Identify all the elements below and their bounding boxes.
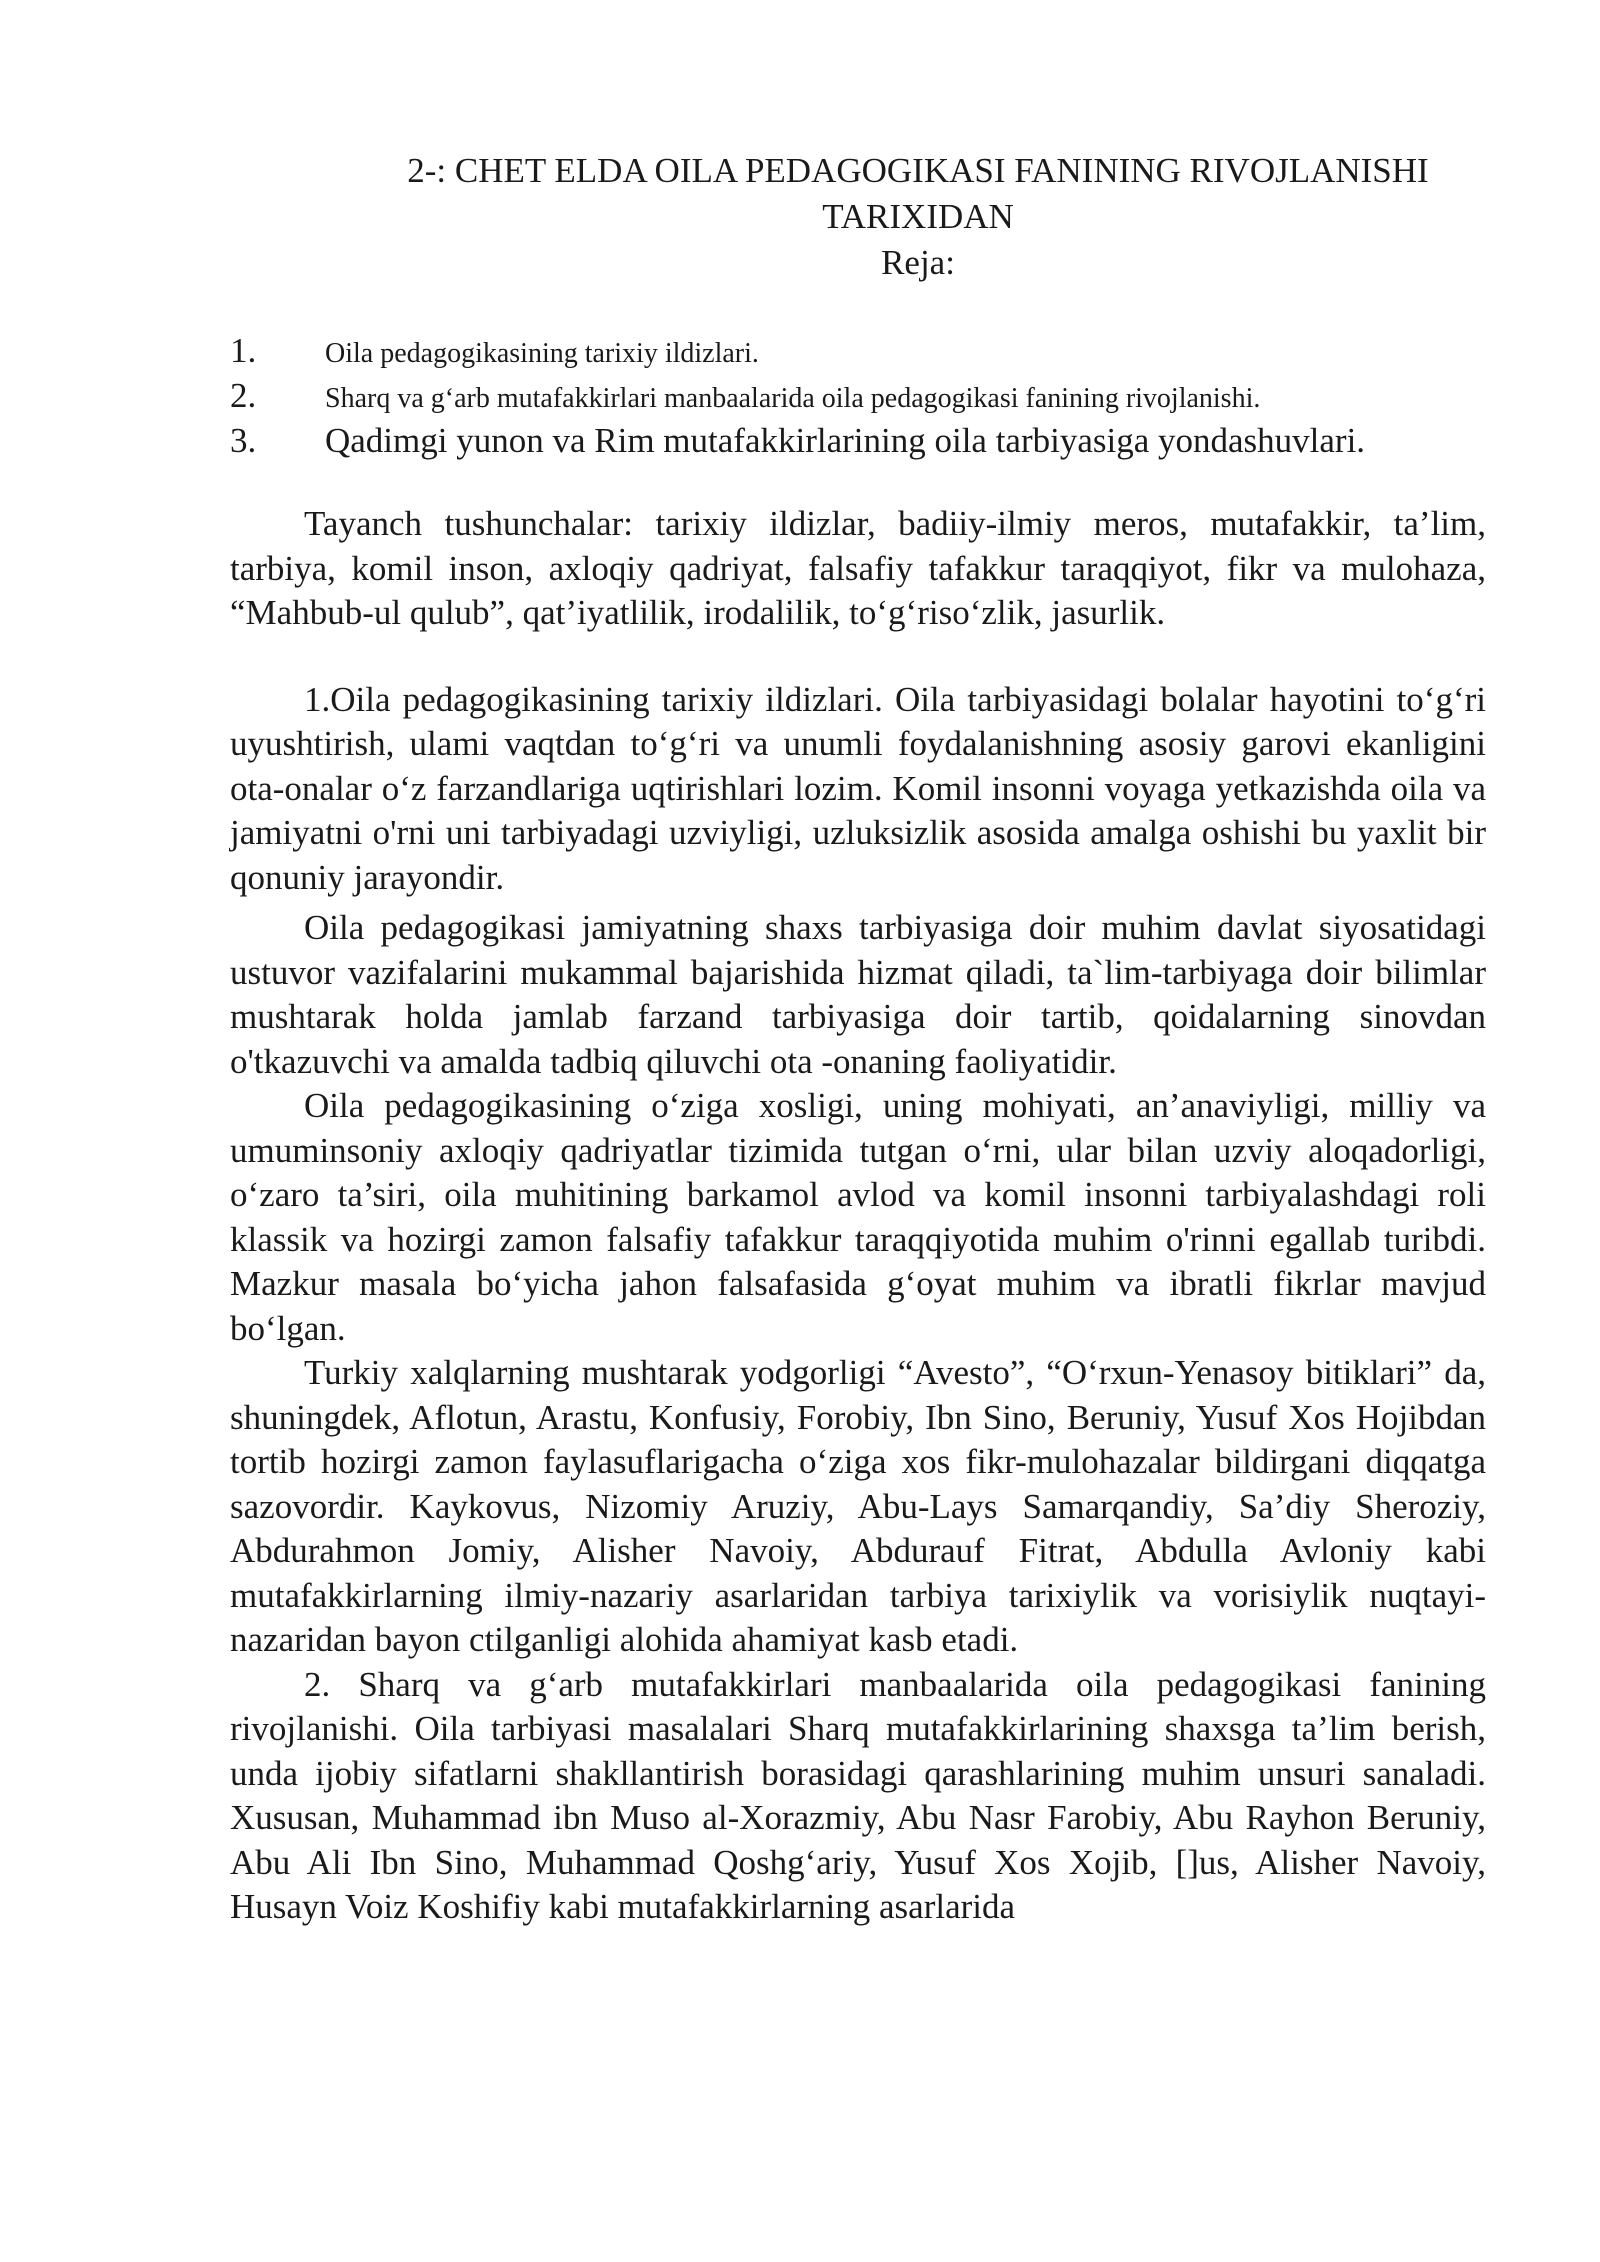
body-paragraph: Turkiy xalqlarning mushtarak yodgorligi “Avesto”, “O‘rxun-Yenasoy bitiklari” da, shuningdek, Aflotun, Arastu, Konfusiy, Forobiy, Ibn Sino, Beruniy, Yusuf Xos Hojibdan tortib hozirgi zamon faylasuflarigacha o‘ziga xos fikr-mulohazalar bildirgani diqqatga sazovordir. Kaykovus, Nizomiy Aruziy, Abu-Lays Samarqandiy, Sa’diy Sheroziy, Abdurahmon Jomiy, Alisher Navoiy, Abdurauf Fitrat, Abdulla Avloniy kabi mutafakkirlarning ilmiy-nazariy asarlaridan tarbiya tarixiylik va vorisiylik nuqtayi-nazaridan bayon ctilganligi alohida ahamiyat kasb etadi. — [230, 1353, 1486, 1659]
document-page — [230, 148, 1486, 1930]
plan-item-number: 3. — [230, 421, 257, 460]
body-paragraph: Oila pedagogikasi jamiyatning shaxs tarbiyasiga doir muhim davlat siyosatidagi ustuvor vazifalarini mukammal bajarishida hizmat qiladi, ta`lim-tarbiyaga doir bilimlar mushtarak holda jamlab farzand tarbiyasiga doir tartib, qoidalarning sinovdan o'tkazuvchi va amalda tadbiq qiluvchi ota -onaning faoliyatidir. — [230, 908, 1486, 1081]
body-paragraph: 1.Oila pedagogikasining tarixiy ildizlari. Oila tarbiyasidagi bolalar hayotini to‘g‘ri uyushtirish, ulami vaqtdan to‘g‘ri va unumli foydalanishning asosiy garovi ekanligini ota-onalar o‘z farzandlariga uqtirishlari lozim. Komil insonni voyaga yetkazishda oila va jamiyatni o'rni uni tarbiyadagi uzviyligi, uzluksizlik asosida amalga oshishi bu yaxlit bir qonuniy jarayondir. — [230, 679, 1486, 897]
plan-label: Reja: — [881, 243, 955, 282]
body-paragraph: 2. Sharq va g‘arb mutafakkirlari manbaalarida oila pedagogikasi fanining rivojlanishi. Oila tarbiyasi masalalari Sharq mutafakkirlarining shaxsga ta’lim berish, unda ijobiy sifatlarni shakllantirish borasidagi qarashlarining muhim unsuri sanaladi. Xususan, Muhammad ibn Muso al-Xorazmiy, Abu Nasr Farobiy, Abu Rayhon Beruniy, Abu Ali Ibn Sino, Muhammad Qoshg‘ariy, Yusuf Xos Xojib, []us, Alisher Navoiy, Husayn Voiz Koshifiy kabi mutafakkirlarning asarlarida — [230, 1664, 1486, 1926]
plan-item-text: Qadimgi yunon va Rim mutafakkirlarining oila tarbiyasiga yondashuvlari. — [325, 421, 1366, 460]
plan-item — [230, 375, 1486, 420]
document-title-line2: TARIXIDAN — [822, 197, 1014, 236]
plan-list — [230, 330, 1486, 462]
plan-item-text: Oila pedagogikasining tarixiy ildizlari. — [325, 338, 759, 369]
key-concepts-paragraph: Tayanch tushunchalar: tarixiy ildizlar, badiiy-ilmiy meros, mutafakkir, ta’lim, tarbiya, komil inson, axloqiy qadriyat, falsafiy tafakkur taraqqiyot, fikr va mulohaza, “Mahbub-ul qulub”, qat’iyatlilik, irodalilik, to‘g‘riso‘zlik, jasurlik. — [230, 504, 1486, 632]
plan-item-number: 1. — [230, 331, 257, 370]
plan-item — [230, 420, 1486, 462]
plan-item-number: 2. — [230, 376, 257, 415]
plan-item-text: Sharq va g‘arb mutafakkirlari manbaalarida oila pedagogikasi fanining rivojlanishi. — [325, 383, 1261, 414]
body-paragraph: Oila pedagogikasining o‘ziga xosligi, uning mohiyati, an’anaviyligi, milliy va umuminsoniy axloqiy qadriyatlar tizimida tutgan o‘rni, ular bilan uzviy aloqadorligi, o‘zaro ta’siri, oila muhitining barkamol avlod va komil insonni tarbiyalashdagi roli klassik va hozirgi zamon falsafiy tafakkur taraqqiyotida muhim o'rinni egallab turibdi. Mazkur masala bo‘yicha jahon falsafasida g‘oyat muhim va ibratli fikrlar mavjud bo‘lgan. — [230, 1086, 1486, 1348]
plan-item — [230, 330, 1486, 375]
document-title: 2-: CHET ELDA OILA PEDAGOGIKASI FANINING RIVOJLANISHI — [407, 151, 1429, 190]
